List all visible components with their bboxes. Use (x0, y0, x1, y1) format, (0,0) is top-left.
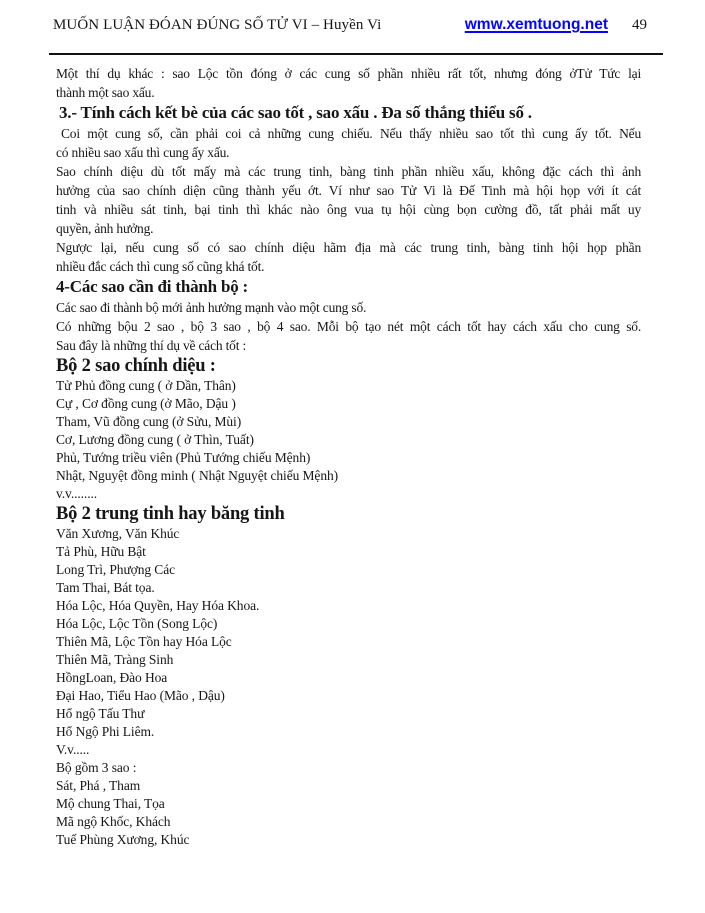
paragraph: Sau đây là những thí dụ về cách tốt : (56, 338, 246, 353)
list-item: Nhật, Nguyệt đồng minh ( Nhật Nguyệt chiếu Mệnh) (56, 468, 339, 483)
paragraph-line: quyền, ảnh hưởng. (56, 221, 154, 236)
paragraph-line: Ngược lại, nếu cung số có sao chính diệu hãm địa mà các trung tinh, bàng tinh hội họp phần (56, 240, 641, 255)
list-item: Bộ gồm 3 sao : (56, 760, 137, 775)
paragraph: Các sao đi thành bộ mới ảnh hưởng mạnh vào một cung số. (56, 300, 367, 315)
list-item: v.v........ (56, 486, 98, 501)
list-item: Sát, Phá , Tham (56, 778, 141, 793)
list-item: V.v..... (56, 742, 90, 757)
paragraph: Có những bộu 2 sao , bộ 3 sao , bộ 4 sao. Mỗi bộ tạo nét một cách tốt hay cách xấu cho cung số. (56, 319, 641, 334)
list-item: Tam Thai, Bát tọa. (56, 580, 155, 595)
list-item: Mã ngộ Khốc, Khách (56, 814, 171, 829)
page-body (56, 64, 641, 849)
list-item: HồngLoan, Đào Hoa (56, 670, 168, 685)
paragraph (56, 64, 641, 102)
list-item: Cơ, Lương đồng cung ( ở Thìn, Tuất) (56, 432, 254, 447)
heading-bo-2-chinh-dieu: Bộ 2 sao chính diệu : (56, 356, 216, 376)
paragraph-line: Sao chính diệu dù tốt mấy mà các trung tinh, bàng tinh phần nhiều xấu, không đặc cách thì ảnh (56, 164, 641, 179)
document-title: MUỐN LUẬN ĐÓAN ĐÚNG SỐ TỬ VI – Huyền Vi (53, 17, 382, 33)
paragraph (56, 162, 641, 238)
list-item: Hóa Lộc, Hóa Quyền, Hay Hóa Khoa. (56, 598, 260, 613)
heading-section-4: 4-Các sao cần đi thành bộ : (56, 277, 249, 296)
header-divider (49, 53, 663, 55)
paragraph-line: tinh và nhiều sát tinh, bại tinh thì khác nào ông vua tụ hội cùng bọn cường đồ, tất phải mất uy (56, 202, 641, 217)
paragraph-line: Một thí dụ khác : sao Lộc tồn đóng ở các cung số phần nhiều rất tốt, nhưng đóng ởTử Tức lại (56, 66, 641, 81)
list-item: Thiên Mã, Lộc Tồn hay Hóa Lộc (56, 634, 232, 649)
paragraph-line: thành một sao xấu. (56, 85, 155, 100)
list-item: Phủ, Tướng triều viên (Phủ Tướng chiếu Mệnh) (56, 450, 311, 465)
paragraph-line: có nhiều sao xấu thì cung ấy xấu. (56, 145, 230, 160)
list-item: Cự , Cơ đồng cung (ở Mão, Dậu ) (56, 396, 236, 411)
list-item: Văn Xương, Văn Khúc (56, 526, 180, 541)
list-item: Thiên Mã, Tràng Sinh (56, 652, 174, 667)
heading-section-3: 3.- Tính cách kết bè của các sao tốt , sao xấu . Đa số thắng thiểu số . (59, 103, 532, 122)
list-item: Tả Phù, Hữu Bật (56, 544, 146, 559)
paragraph-line: Coi một cung số, cần phải coi cả những cung chiếu. Nếu thấy nhiều sao tốt thì cung ấy tốt. Nếu (61, 126, 641, 141)
list-item: Mộ chung Thai, Tọa (56, 796, 165, 811)
list-bo-2-trung-tinh (56, 525, 641, 849)
list-item: Long Trì, Phượng Các (56, 562, 175, 577)
heading-bo-2-trung-tinh: Bộ 2 trung tinh hay băng tinh (56, 504, 285, 524)
website-link[interactable]: wmw.xemtuong.net (464, 16, 608, 33)
list-item: Đại Hao, Tiểu Hao (Mão , Dậu) (56, 688, 225, 703)
list-bo-2-chinh-dieu (56, 377, 641, 503)
paragraph (56, 238, 641, 276)
list-item: Hóa Lộc, Lộc Tồn (Song Lộc) (56, 616, 218, 631)
paragraph (56, 124, 641, 162)
page-header (53, 16, 647, 34)
list-item: Hổ Ngộ Phi Liêm. (56, 724, 155, 739)
list-item: Tử Phủ đồng cung ( ở Dần, Thân) (56, 378, 236, 393)
paragraph-line: hưởng của sao chính diện cũng thành yếu ớt. Ví như sao Tử Vi là Đế Tinh mà hội họp với ít cát (56, 183, 641, 198)
paragraph-line: nhiều đắc cách thì cung số cũng khá tốt. (56, 259, 265, 274)
list-item: Tham, Vũ đồng cung (ở Sửu, Mùi) (56, 414, 242, 429)
list-item: Hổ ngộ Tấu Thư (56, 706, 145, 721)
list-item: Tuế Phùng Xương, Khúc (56, 832, 190, 847)
page-number: 49 (632, 17, 647, 33)
